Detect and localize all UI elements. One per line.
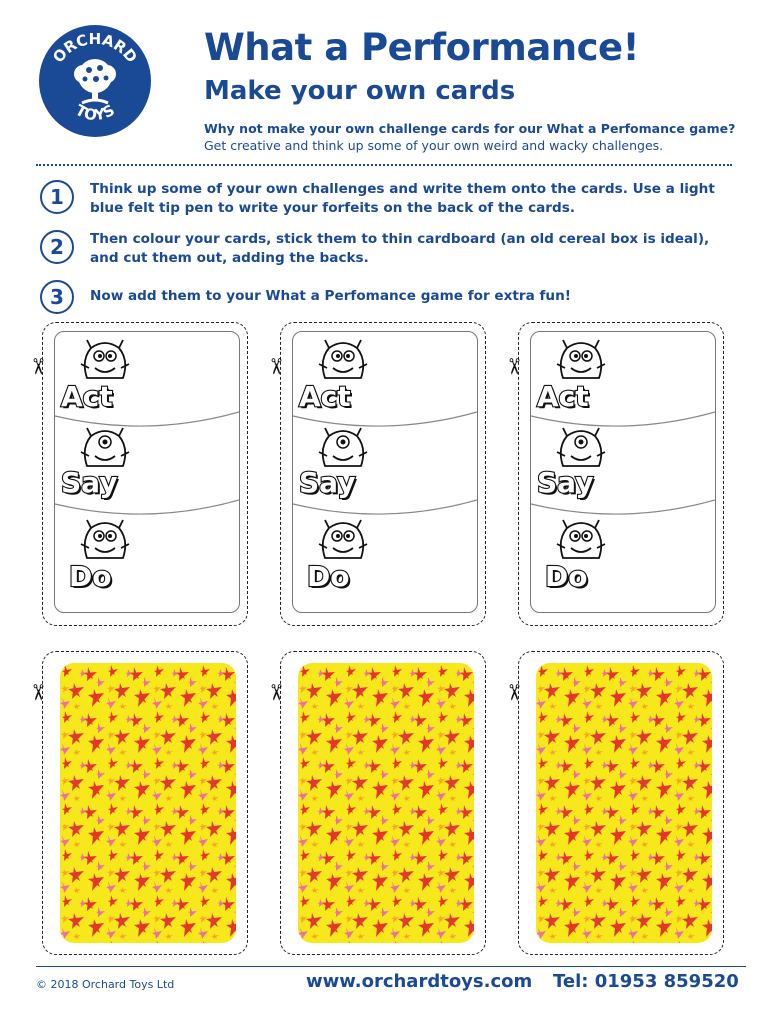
page-title: What a Performance! [204,26,640,69]
card-label-say: Say [299,466,356,499]
card-section-say [531,426,715,518]
step-number: 1 [40,180,74,214]
card-label-act: Act [299,380,351,413]
card-section-do [55,518,239,610]
card-section-act [293,338,477,430]
scissors-icon: ✂ [500,683,526,702]
challenge-card-back [60,663,236,943]
scissors-icon: ✂ [262,683,288,702]
svg-text:ORCHARD: ORCHARD [49,29,141,67]
card-label-say: Say [61,466,118,499]
step-text: Now add them to your What a Perfomance game for extra fun! [90,288,571,304]
monster-icon [315,338,371,384]
website-link[interactable]: www.orchardtoys.com [306,971,533,992]
scissors-icon: ✂ [500,357,526,376]
card-label-do: Do [69,560,112,593]
card-section-do [293,518,477,610]
svg-text:TOYS: TOYS [72,100,118,125]
monster-icon [553,518,609,564]
monster-icon [77,518,133,564]
card-label-act: Act [61,380,113,413]
intro-question: Why not make your own challenge cards for our What a Perfomance game? [204,121,736,136]
card-label-do: Do [545,560,588,593]
telephone-number: Tel: 01953 859520 [553,971,739,992]
step-number: 2 [40,230,74,264]
challenge-card-back [536,663,712,943]
challenge-card-front [530,331,716,613]
footer-divider [36,966,746,967]
card-label-do: Do [307,560,350,593]
card-section-say [293,426,477,518]
intro-text: Get creative and think up some of your own weird and wacky challenges. [204,138,664,153]
dotted-divider [36,164,732,166]
monster-icon [77,338,133,384]
card-label-act: Act [537,380,589,413]
step-text: Then colour your cards, stick them to thin cardboard (an old cereal box is ideal), and cut them out, adding the backs. [90,231,710,266]
card-section-act [531,338,715,430]
card-label-say: Say [537,466,594,499]
challenge-card-front [54,331,240,613]
card-section-say [55,426,239,518]
scissors-icon: ✂ [24,357,50,376]
monster-icon [315,518,371,564]
step-number: 3 [40,280,74,314]
card-section-do [531,518,715,610]
page-subtitle: Make your own cards [204,76,516,106]
scissors-icon: ✂ [262,357,288,376]
step-text: Think up some of your own challenges and write them onto the cards. Use a light blue felt tip pen to write your forfeits on the back of the cards. [90,181,715,216]
scissors-icon: ✂ [24,683,50,702]
challenge-card-front [292,331,478,613]
challenge-card-back [298,663,474,943]
monster-icon [553,338,609,384]
orchard-toys-logo [38,24,152,138]
card-section-act [55,338,239,430]
copyright-text: © 2018 Orchard Toys Ltd [36,978,175,991]
